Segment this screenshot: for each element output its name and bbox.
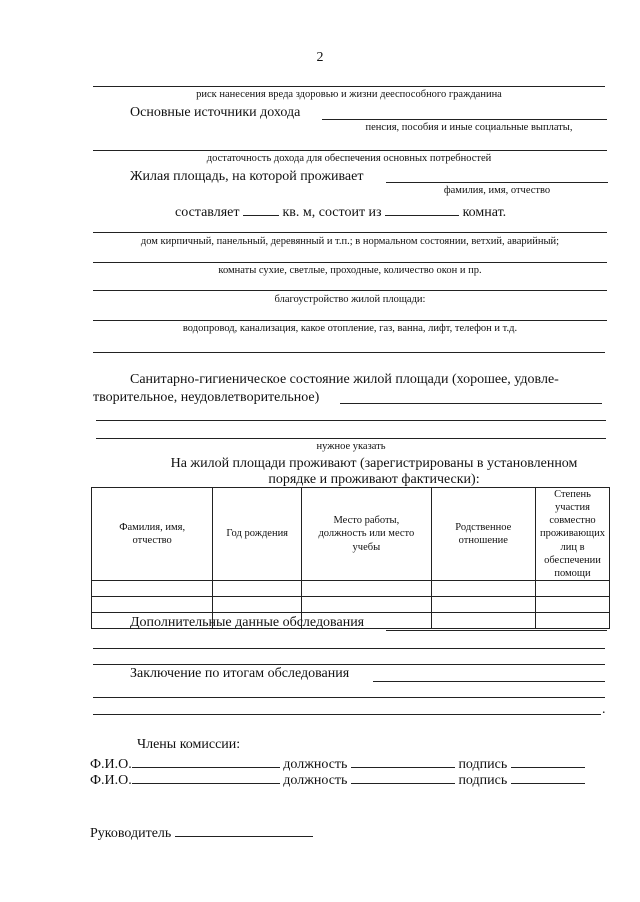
fio-label: Ф.И.О. [90, 773, 132, 788]
income-field-2[interactable] [93, 150, 607, 151]
additional-field-3[interactable] [93, 664, 605, 665]
page-number: 2 [316, 50, 324, 65]
table-cell[interactable] [92, 596, 213, 612]
conclusion-field[interactable] [373, 681, 605, 682]
fio-field[interactable] [132, 769, 280, 784]
position-label: должность [283, 757, 348, 772]
house-field[interactable] [93, 232, 607, 233]
residents-line-1: На жилой площади проживают (зарегистрированы в установленном [170, 456, 578, 471]
area-row [175, 201, 506, 221]
rooms-desc-field[interactable] [93, 262, 607, 263]
income-caption-1: пенсия, пособия и иные социальные выплаты, [365, 122, 573, 133]
head-signature-field[interactable] [175, 822, 313, 837]
signature-field[interactable] [511, 753, 585, 768]
sanitary-field-2[interactable] [96, 420, 606, 421]
rooms-caption: комнаты сухие, светлые, проходные, количество окон и пр. [218, 265, 482, 276]
table-cell[interactable] [536, 612, 610, 628]
col-participation: Степень участия совместно проживающих лиц в обеспечении помощи [536, 488, 610, 581]
col-birth-year: Год рождения [213, 488, 302, 581]
table-row [92, 580, 610, 596]
table-header-row [92, 488, 610, 581]
signature-label: подпись [458, 757, 508, 772]
table-cell[interactable] [431, 612, 535, 628]
area-field[interactable] [243, 201, 279, 216]
commission-title: Члены комиссии: [137, 737, 241, 752]
signature-label: подпись [458, 773, 508, 788]
conclusion-field-3[interactable] [93, 714, 601, 715]
conclusion-label: Заключение по итогам обследования [130, 666, 350, 681]
residents-line-2: порядке и проживают фактически): [268, 472, 480, 487]
table-cell[interactable] [431, 580, 535, 596]
col-relation: Родственное отношение [431, 488, 535, 581]
rooms-unit: комнат. [462, 205, 507, 220]
table-cell[interactable] [431, 596, 535, 612]
blank-line[interactable] [93, 352, 605, 353]
amenity-field[interactable] [93, 290, 607, 291]
residents-table [91, 487, 610, 629]
additional-field[interactable] [386, 630, 607, 631]
table-cell[interactable] [536, 596, 610, 612]
additional-field-2[interactable] [93, 648, 605, 649]
head-row [90, 822, 313, 842]
signature-field[interactable] [511, 769, 585, 784]
conclusion-field-2[interactable] [93, 697, 605, 698]
table-cell[interactable] [92, 580, 213, 596]
col-workplace: Место работы, должность или место учебы [302, 488, 431, 581]
table-cell[interactable] [302, 580, 431, 596]
living-label: Жилая площадь, на которой проживает [130, 169, 364, 184]
position-field[interactable] [351, 769, 455, 784]
sanitary-field-3[interactable] [96, 438, 606, 439]
position-label: должность [283, 773, 348, 788]
sanitary-line-2: творительное, неудовлетворительное) [93, 390, 320, 405]
amenity-caption: благоустройство жилой площади: [274, 294, 426, 305]
fio-field[interactable] [132, 753, 280, 768]
income-label: Основные источники дохода [130, 105, 301, 120]
area-unit: кв. м, состоит из [282, 205, 382, 220]
table-row [92, 596, 610, 612]
sanitary-caption: нужное указать [316, 441, 386, 452]
utilities-field[interactable] [93, 320, 607, 321]
utilities-caption: водопровод, канализация, какое отопление, газ, ванна, лифт, телефон и т.д. [182, 323, 518, 334]
additional-label: Дополнительные данные обследования [130, 615, 365, 630]
table-cell[interactable] [536, 580, 610, 596]
income-caption-2: достаточность дохода для обеспечения основных потребностей [206, 153, 492, 164]
risk-caption: риск нанесения вреда здоровью и жизни дееспособного гражданина [196, 89, 502, 100]
area-prefix: составляет [175, 205, 240, 220]
living-name-field[interactable] [386, 182, 608, 183]
table-cell[interactable] [213, 596, 302, 612]
house-caption: дом кирпичный, панельный, деревянный и т.п.; в нормальном состоянии, ветхий, аварийный; [140, 236, 560, 247]
head-label: Руководитель [90, 826, 172, 841]
sanitary-line-1: Санитарно-гигиеническое состояние жилой площади (хорошее, удовле- [130, 372, 559, 387]
commission-row [90, 769, 585, 789]
income-field[interactable] [322, 119, 607, 120]
sanitary-field[interactable] [340, 403, 602, 404]
table-cell[interactable] [302, 596, 431, 612]
position-field[interactable] [351, 753, 455, 768]
living-name-caption: фамилия, имя, отчество [443, 185, 551, 196]
fio-label: Ф.И.О. [90, 757, 132, 772]
rooms-field[interactable] [385, 201, 459, 216]
col-fio: Фамилия, имя, отчество [92, 488, 213, 581]
table-cell[interactable] [213, 580, 302, 596]
period: . [602, 702, 606, 717]
fill-line[interactable] [93, 86, 605, 87]
